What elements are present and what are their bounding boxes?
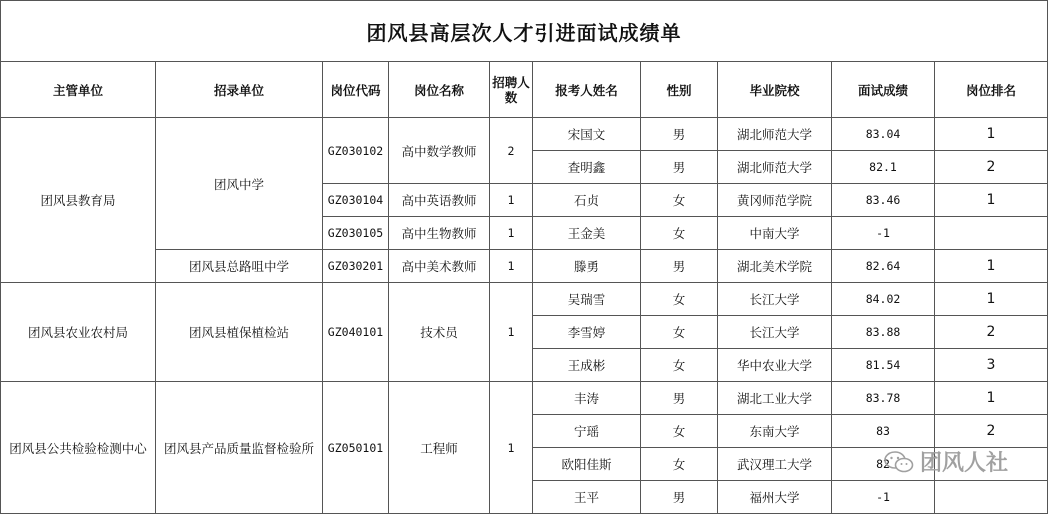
post-cell: 高中美术教师 — [389, 250, 490, 283]
score-cell: 82.64 — [832, 250, 935, 283]
post-cell: 工程师 — [389, 382, 490, 514]
gender-cell: 女 — [641, 283, 718, 316]
unit-cell: 团风县总路咀中学 — [156, 250, 323, 283]
school-cell: 福州大学 — [718, 481, 832, 514]
code-cell: GZ030105 — [323, 217, 389, 250]
score-cell: -1 — [832, 481, 935, 514]
name-cell: 滕勇 — [533, 250, 641, 283]
post-cell: 技术员 — [389, 283, 490, 382]
code-cell: GZ030201 — [323, 250, 389, 283]
code-cell: GZ030104 — [323, 184, 389, 217]
gender-cell: 女 — [641, 184, 718, 217]
post-cell: 高中英语教师 — [389, 184, 490, 217]
score-cell: 84.02 — [832, 283, 935, 316]
dept-cell: 团风县农业农村局 — [1, 283, 156, 382]
gender-cell: 女 — [641, 316, 718, 349]
school-cell: 湖北师范大学 — [718, 151, 832, 184]
dept-cell: 团风县公共检验检测中心 — [1, 382, 156, 514]
rank-cell: 1 — [935, 283, 1048, 316]
score-table — [0, 61, 1048, 514]
name-cell: 吴瑞雪 — [533, 283, 641, 316]
name-cell: 丰涛 — [533, 382, 641, 415]
rank-cell: 3 — [935, 349, 1048, 382]
header-code: 岗位代码 — [323, 62, 389, 118]
name-cell: 宁瑶 — [533, 415, 641, 448]
score-cell: 83.04 — [832, 118, 935, 151]
rank-cell — [935, 481, 1048, 514]
score-cell: 83.88 — [832, 316, 935, 349]
name-cell: 王成彬 — [533, 349, 641, 382]
hires-cell: 1 — [490, 283, 533, 382]
name-cell: 查明鑫 — [533, 151, 641, 184]
watermark-text: 团风人社 — [919, 451, 1008, 476]
header-gender: 性别 — [641, 62, 718, 118]
rank-cell: 1 — [935, 250, 1048, 283]
score-cell: 82 — [832, 448, 935, 481]
school-cell: 湖北工业大学 — [718, 382, 832, 415]
gender-cell: 女 — [641, 217, 718, 250]
gender-cell: 女 — [641, 415, 718, 448]
code-cell: GZ030102 — [323, 118, 389, 184]
hires-cell: 1 — [490, 184, 533, 217]
header-score: 面试成绩 — [832, 62, 935, 118]
gender-cell: 男 — [641, 250, 718, 283]
score-cell: 83.78 — [832, 382, 935, 415]
header-hires: 招聘人数 — [490, 62, 533, 118]
code-cell: GZ040101 — [323, 283, 389, 382]
hires-cell: 2 — [490, 118, 533, 184]
gender-cell: 男 — [641, 382, 718, 415]
school-cell: 武汉理工大学 — [718, 448, 832, 481]
name-cell: 石贞 — [533, 184, 641, 217]
school-cell: 黄冈师范学院 — [718, 184, 832, 217]
unit-cell: 团风县产品质量监督检验所 — [156, 382, 323, 514]
name-cell: 王金美 — [533, 217, 641, 250]
school-cell: 华中农业大学 — [718, 349, 832, 382]
hires-cell: 1 — [490, 250, 533, 283]
score-cell: 81.54 — [832, 349, 935, 382]
name-cell: 王平 — [533, 481, 641, 514]
header-name: 报考人姓名 — [533, 62, 641, 118]
score-cell: 83 — [832, 415, 935, 448]
header-post: 岗位名称 — [389, 62, 490, 118]
table-row — [1, 118, 1048, 151]
header-rank: 岗位排名 — [935, 62, 1048, 118]
rank-cell: 1 — [935, 382, 1048, 415]
hires-cell: 1 — [490, 382, 533, 514]
rank-cell: 2 — [935, 415, 1048, 448]
name-cell: 宋国文 — [533, 118, 641, 151]
rank-cell: 2 — [935, 151, 1048, 184]
rank-cell: 1 — [935, 184, 1048, 217]
post-cell: 高中数学教师 — [389, 118, 490, 184]
post-cell: 高中生物教师 — [389, 217, 490, 250]
gender-cell: 女 — [641, 448, 718, 481]
school-cell: 长江大学 — [718, 283, 832, 316]
school-cell: 东南大学 — [718, 415, 832, 448]
unit-cell: 团风县植保植检站 — [156, 283, 323, 382]
rank-cell — [935, 217, 1048, 250]
page-title: 团风县高层次人才引进面试成绩单 — [0, 0, 1048, 61]
school-cell: 中南大学 — [718, 217, 832, 250]
name-cell: 欧阳佳斯 — [533, 448, 641, 481]
score-cell: 83.46 — [832, 184, 935, 217]
table-row — [1, 283, 1048, 316]
table-row — [1, 382, 1048, 415]
header-unit: 招录单位 — [156, 62, 323, 118]
school-cell: 长江大学 — [718, 316, 832, 349]
score-cell: 82.1 — [832, 151, 935, 184]
header-school: 毕业院校 — [718, 62, 832, 118]
rank-cell: 1 — [935, 118, 1048, 151]
dept-cell: 团风县教育局 — [1, 118, 156, 283]
school-cell: 湖北师范大学 — [718, 118, 832, 151]
hires-cell: 1 — [490, 217, 533, 250]
rank-cell: 2 — [935, 316, 1048, 349]
gender-cell: 男 — [641, 481, 718, 514]
gender-cell: 女 — [641, 349, 718, 382]
code-cell: GZ050101 — [323, 382, 389, 514]
school-cell: 湖北美术学院 — [718, 250, 832, 283]
header-dept: 主管单位 — [1, 62, 156, 118]
unit-cell: 团风中学 — [156, 118, 323, 250]
score-cell: -1 — [832, 217, 935, 250]
name-cell: 李雪婷 — [533, 316, 641, 349]
gender-cell: 男 — [641, 151, 718, 184]
gender-cell: 男 — [641, 118, 718, 151]
table-row — [1, 250, 1048, 283]
rank-cell — [935, 448, 1048, 481]
